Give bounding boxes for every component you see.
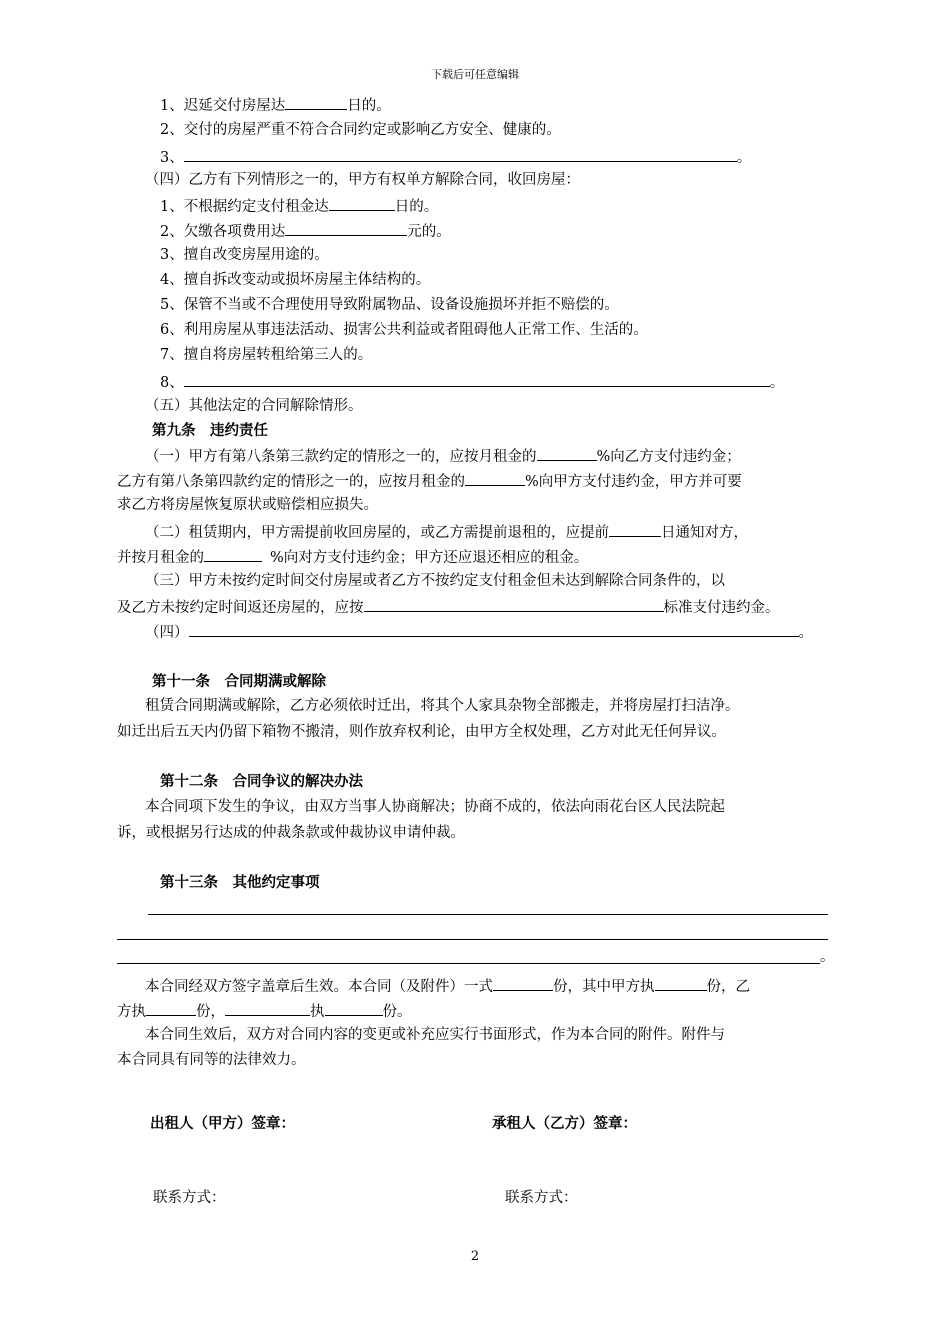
clause-line: 本合同项下发生的争议，由双方当事人协商解决；协商不成的，依法向雨花台区人民法院起 [145, 799, 725, 815]
clause-line: 本合同具有同等的法律效力。 [117, 1052, 306, 1068]
clause-line: 5、保管不当或不合理使用导致附属物品、设备设施损坏并拒不赔偿的。 [160, 297, 619, 313]
text: 乙方有第八条第四款约定的情形之一的，应按月租金的 [117, 474, 465, 490]
text: %向乙方支付违约金； [596, 449, 741, 465]
text: 。 [798, 625, 813, 641]
line-end-mark: 。 [820, 949, 835, 965]
fill-blank[interactable] [184, 371, 770, 387]
clause-line: 求乙方将房屋恢复原状或赔偿相应损失。 [117, 497, 378, 513]
fill-blank[interactable] [609, 521, 661, 537]
clause-line [145, 975, 750, 997]
text: 及乙方未按约定时间返还房屋的，应按 [117, 600, 364, 616]
clause-line [160, 195, 438, 217]
text: 。 [736, 150, 752, 166]
fill-blank[interactable] [285, 94, 347, 110]
clause-line: 6、利用房屋从事违法活动、损害公共利益或者阻碍他人正常工作、生活的。 [160, 322, 648, 338]
clause-line: （四）乙方有下列情形之一的，甲方有权单方解除合同，收回房屋： [145, 172, 580, 188]
text: 份。 [382, 1004, 412, 1020]
clause-line: 本合同生效后，双方对合同内容的变更或补充应实行书面形式，作为本合同的附件。附件与 [145, 1027, 725, 1043]
text: （四） [145, 625, 189, 641]
article-heading: 第九条 违约责任 [152, 422, 268, 439]
clause-line [117, 470, 742, 492]
blank-rule[interactable] [117, 939, 828, 940]
text: 1、不根据约定支付租金达 [160, 199, 329, 215]
text: 日的。 [394, 199, 439, 215]
clause-line [160, 146, 751, 168]
text: 日通知对方， [661, 525, 748, 541]
clause-line [117, 546, 588, 568]
article-heading: 第十一条 合同期满或解除 [152, 673, 326, 690]
fill-blank[interactable] [225, 1000, 310, 1016]
fill-blank[interactable] [146, 1000, 196, 1016]
text: 方执 [117, 1004, 146, 1020]
text: （一）甲方有第八条第三款约定的情形之一的，应按月租金的 [145, 449, 537, 465]
fill-blank[interactable] [285, 220, 407, 236]
lessor-contact-label: 联系方式： [153, 1190, 226, 1206]
clause-line [160, 371, 784, 393]
clause-line: 2、交付的房屋严重不符合合同约定或影响乙方安全、健康的。 [160, 122, 561, 138]
fill-blank[interactable] [184, 146, 737, 162]
clause-line [145, 445, 741, 467]
text: 份，其中甲方执 [553, 979, 655, 995]
clause-line: （三）甲方未按约定时间交付房屋或者乙方不按约定支付租金但未达到解除合同条件的，以 [145, 573, 725, 589]
fill-blank[interactable] [189, 621, 799, 637]
clause-line [145, 521, 748, 543]
page-number: 2 [470, 1249, 480, 1264]
clause-line: 3、擅自改变房屋用途的。 [160, 247, 329, 263]
lessee-signature-label: 承租人（乙方）签章： [492, 1115, 637, 1132]
text: 2、欠缴各项费用达 [160, 224, 286, 240]
clause-line [145, 621, 813, 643]
text: 份， [196, 1004, 225, 1020]
clause-line: 诉，或根据另行达成的仲裁条款或仲裁协议申请仲裁。 [117, 825, 465, 841]
text: 8、 [160, 375, 184, 391]
article-heading: 第十二条 合同争议的解决办法 [160, 773, 363, 790]
fill-blank[interactable] [537, 445, 597, 461]
text: 日的。 [347, 98, 391, 114]
fill-blank[interactable] [655, 975, 707, 991]
blank-rule[interactable] [117, 963, 820, 964]
article-heading: 第十三条 其他约定事项 [160, 874, 320, 891]
page-header: 下载后可任意编辑 [431, 68, 519, 81]
clause-line: 如迁出后五天内仍留下箱物不搬清，则作放弃权利论，由甲方全权处理，乙方对此无任何异议。 [117, 724, 726, 740]
text: （二）租赁期内，甲方需提前收回房屋的，或乙方需提前退租的，应提前 [145, 525, 609, 541]
text: 。 [769, 375, 785, 391]
text: 3、 [160, 150, 184, 166]
fill-blank[interactable] [465, 470, 525, 486]
clause-line [117, 1000, 412, 1022]
text: 标准支付违约金。 [663, 600, 780, 616]
clause-line [160, 220, 451, 242]
lessor-signature-label: 出租人（甲方）签章： [150, 1115, 295, 1132]
text: 并按月租金的 [117, 550, 204, 566]
clause-line [160, 94, 391, 116]
clause-line [117, 596, 780, 618]
clause-line: （五）其他法定的合同解除情形。 [145, 398, 363, 414]
lessee-contact-label: 联系方式： [505, 1190, 578, 1206]
text: 份，乙 [706, 979, 750, 995]
blank-rule[interactable] [148, 914, 828, 915]
text: %向甲方支付违约金，甲方并可要 [525, 474, 742, 490]
fill-blank[interactable] [364, 596, 664, 612]
fill-blank[interactable] [329, 195, 395, 211]
text: 执 [310, 1004, 325, 1020]
clause-line: 租赁合同期满或解除，乙方必须依时迁出，将其个人家具杂物全部搬走，并将房屋打扫洁净。 [145, 698, 740, 714]
text: %向对方支付违约金；甲方还应退还相应的租金。 [270, 550, 589, 566]
text: 1、迟延交付房屋达 [160, 98, 286, 114]
fill-blank[interactable] [493, 975, 553, 991]
fill-blank[interactable] [325, 1000, 383, 1016]
text: 本合同经双方签字盖章后生效。本合同（及附件）一式 [145, 979, 493, 995]
clause-line: 7、擅自将房屋转租给第三人的。 [160, 347, 373, 363]
fill-blank[interactable] [204, 546, 262, 562]
clause-line: 4、擅自拆改变动或损坏房屋主体结构的。 [160, 272, 431, 288]
text: 元的。 [407, 224, 451, 240]
